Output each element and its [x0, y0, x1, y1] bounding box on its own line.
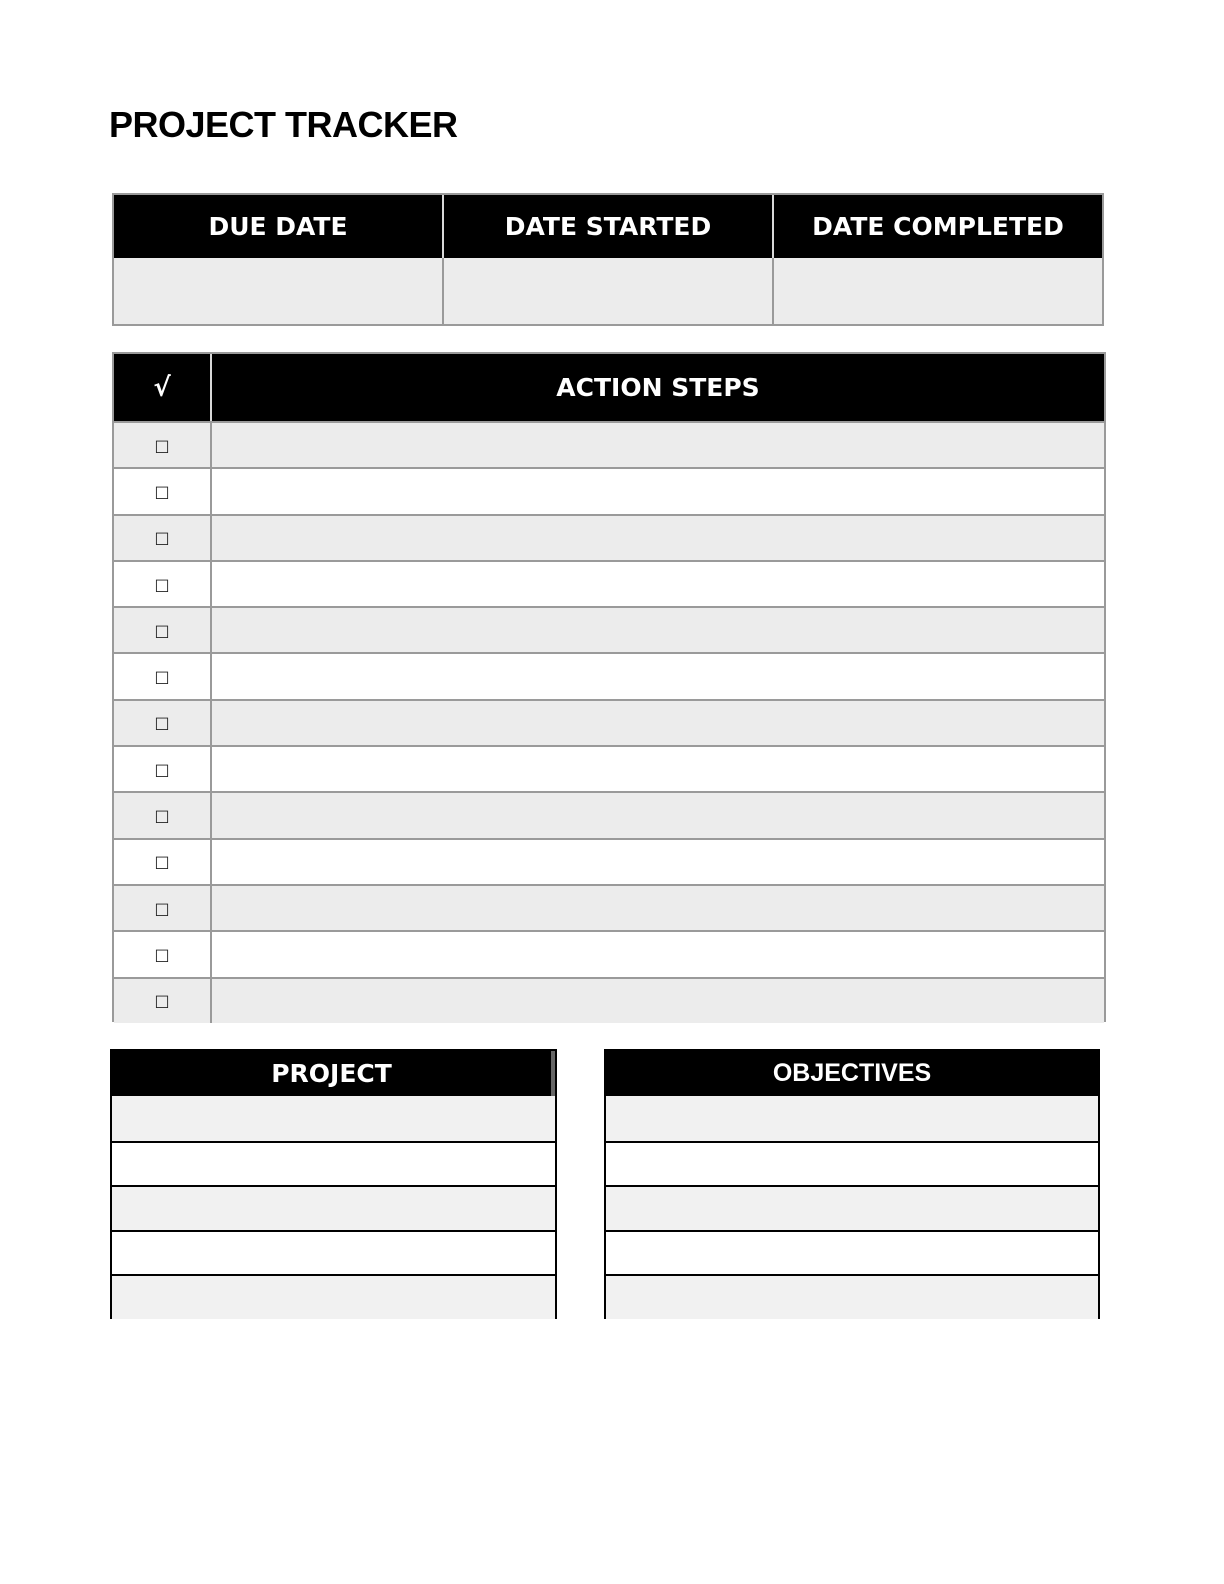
objective-row[interactable]: [606, 1185, 1098, 1230]
action-step-row: [114, 930, 1104, 976]
checkbox-icon[interactable]: □: [114, 979, 212, 1023]
date-started-header: DATE STARTED: [442, 195, 772, 258]
project-row[interactable]: [112, 1274, 555, 1319]
action-step-field[interactable]: [212, 423, 1104, 467]
action-step-field[interactable]: [212, 840, 1104, 884]
checkbox-icon[interactable]: □: [114, 840, 212, 884]
date-completed-header: DATE COMPLETED: [772, 195, 1102, 258]
action-step-field[interactable]: [212, 979, 1104, 1023]
checkbox-icon[interactable]: □: [114, 423, 212, 467]
action-step-row: [114, 791, 1104, 837]
action-step-row: [114, 699, 1104, 745]
checkbox-icon[interactable]: □: [114, 608, 212, 652]
date-header-row: [114, 195, 1102, 258]
action-step-field[interactable]: [212, 747, 1104, 791]
action-step-field[interactable]: [212, 654, 1104, 698]
action-step-field[interactable]: [212, 886, 1104, 930]
checkbox-icon[interactable]: □: [114, 793, 212, 837]
project-row[interactable]: [112, 1185, 555, 1230]
action-step-row: [114, 514, 1104, 560]
checkbox-icon[interactable]: □: [114, 469, 212, 513]
project-row[interactable]: [112, 1230, 555, 1275]
date-table: [112, 193, 1104, 326]
checkbox-icon[interactable]: □: [114, 516, 212, 560]
action-step-field[interactable]: [212, 562, 1104, 606]
project-row[interactable]: [112, 1141, 555, 1186]
checkbox-icon[interactable]: □: [114, 886, 212, 930]
checkbox-icon[interactable]: □: [114, 932, 212, 976]
action-step-row: [114, 560, 1104, 606]
action-step-row: [114, 606, 1104, 652]
objectives-table: [604, 1049, 1100, 1319]
action-steps-header: ACTION STEPS: [556, 373, 760, 402]
checkbox-icon[interactable]: □: [114, 562, 212, 606]
objective-row[interactable]: [606, 1096, 1098, 1141]
action-step-field[interactable]: [212, 469, 1104, 513]
action-step-row: [114, 977, 1104, 1023]
due-date-header: DUE DATE: [208, 212, 348, 241]
due-date-field[interactable]: [114, 258, 442, 324]
date-started-field[interactable]: [442, 258, 772, 324]
action-steps-header-row: [114, 354, 1104, 421]
action-step-field[interactable]: [212, 608, 1104, 652]
checkbox-icon[interactable]: □: [114, 747, 212, 791]
action-step-field[interactable]: [212, 516, 1104, 560]
action-step-row: [114, 467, 1104, 513]
action-steps-table: [112, 352, 1106, 1022]
action-step-row: [114, 884, 1104, 930]
action-step-field[interactable]: [212, 793, 1104, 837]
objective-row[interactable]: [606, 1274, 1098, 1319]
objective-row[interactable]: [606, 1141, 1098, 1186]
checkbox-icon[interactable]: □: [114, 654, 212, 698]
objective-row[interactable]: [606, 1230, 1098, 1275]
project-table: [110, 1049, 557, 1319]
action-step-row: [114, 838, 1104, 884]
checkbox-icon[interactable]: □: [114, 701, 212, 745]
action-step-row: [114, 652, 1104, 698]
page-title: PROJECT TRACKER: [109, 104, 458, 145]
date-completed-field[interactable]: [772, 258, 1102, 324]
action-step-row: [114, 421, 1104, 467]
project-header: PROJECT: [112, 1051, 555, 1096]
project-row[interactable]: [112, 1096, 555, 1141]
action-step-row: [114, 745, 1104, 791]
action-step-field[interactable]: [212, 932, 1104, 976]
objectives-header: OBJECTIVES: [606, 1051, 1098, 1096]
action-step-field[interactable]: [212, 701, 1104, 745]
date-values-row: [114, 258, 1102, 324]
checkmark-header: √: [114, 354, 212, 421]
